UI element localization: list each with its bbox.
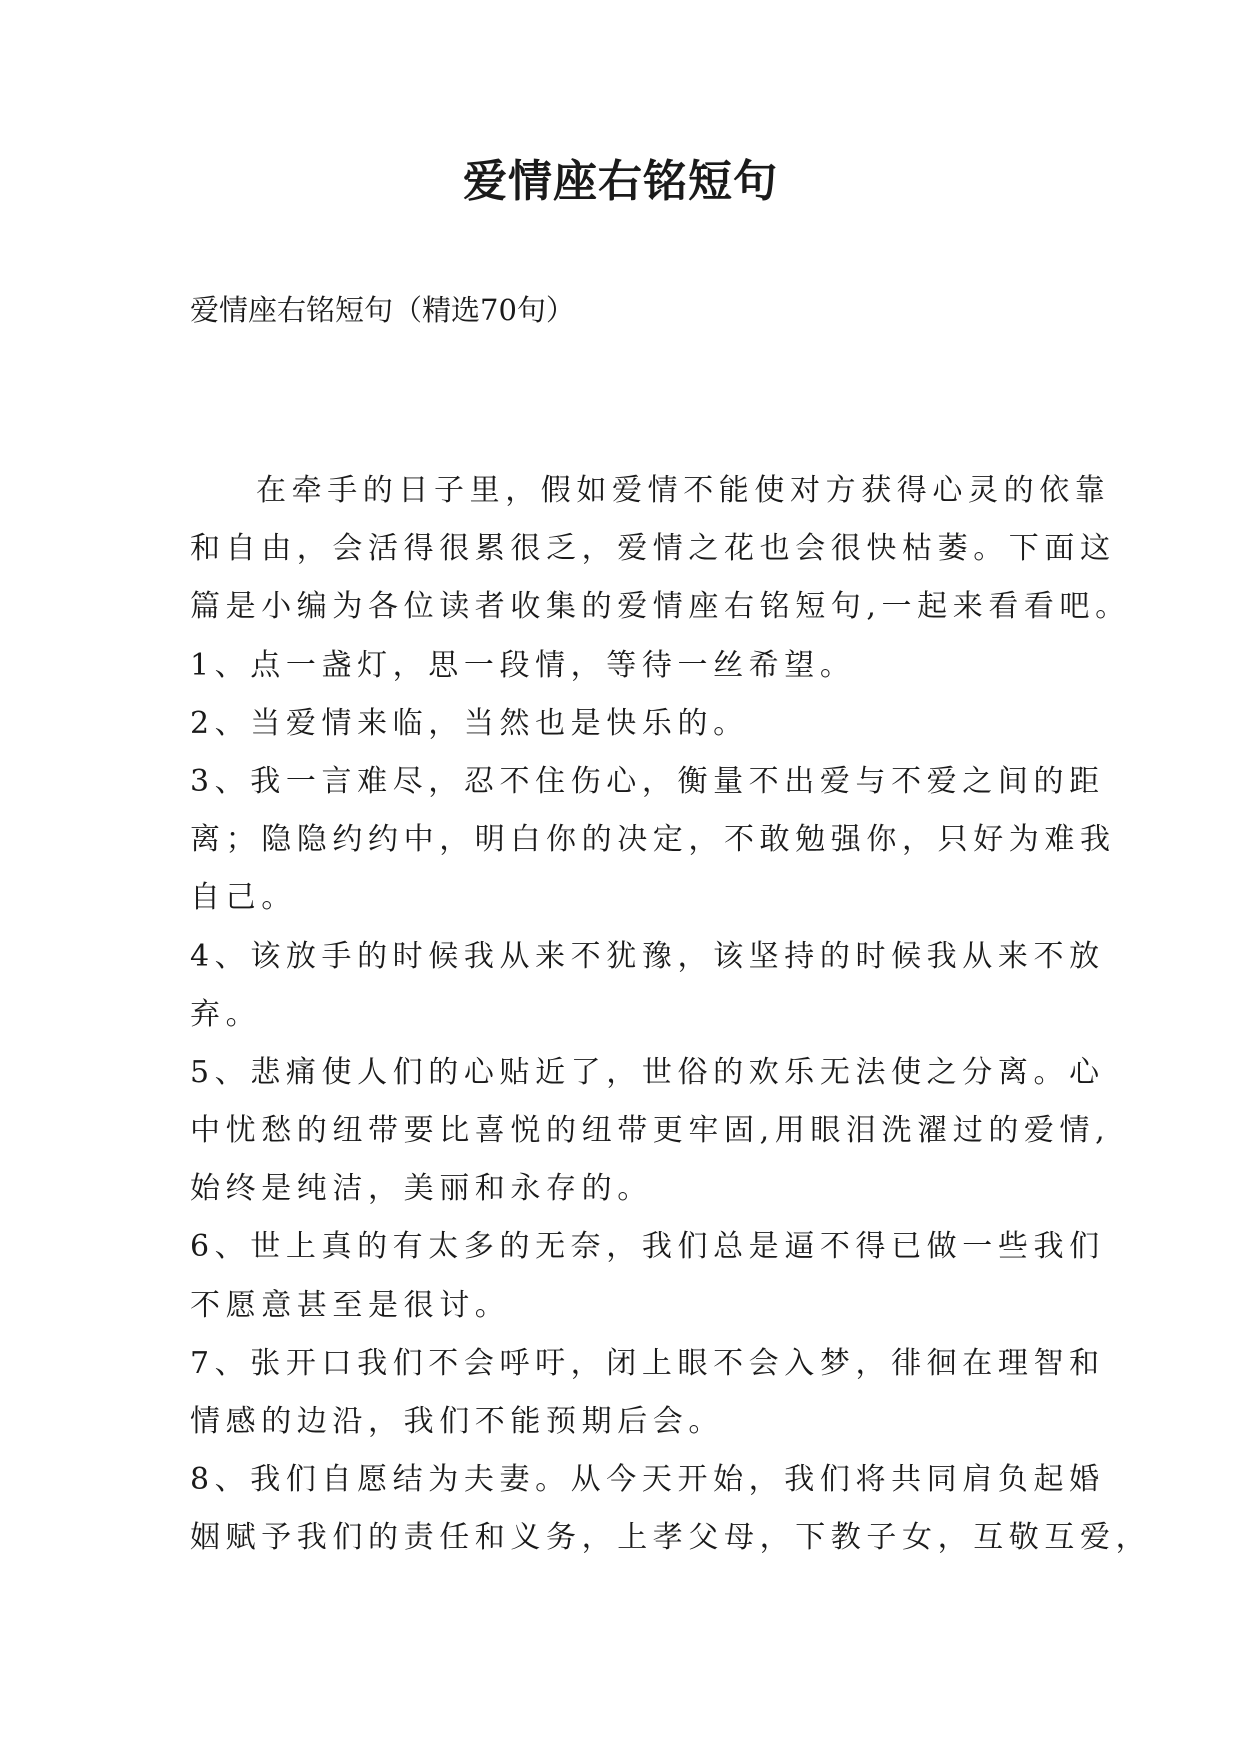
intro-line: 在牵手的日子里，假如爱情不能使对方获得心灵的依靠 [256,473,1111,508]
document-body [190,462,1152,1568]
quote-line: 始终是纯洁，美丽和永存的。 [190,1171,653,1207]
quote-line: 4、该放手的时候我从来不犹豫，该坚持的时候我从来不放 [190,938,1105,974]
document-title: 爱情座右铭短句 [463,156,778,207]
quote-line: 弃。 [190,996,262,1032]
quote-line: 中忧愁的纽带要比喜悦的纽带更牢固,用眼泪洗濯过的爱情, [190,1113,1111,1149]
document-subtitle: 爱情座右铭短句（精选70句） [190,293,575,327]
quote-line: 7、张开口我们不会呼吁，闭上眼不会入梦，徘徊在理智和 [190,1345,1105,1381]
quote-line: 6、世上真的有太多的无奈，我们总是逼不得已做一些我们 [190,1229,1105,1265]
quote-line: 情感的边沿，我们不能预期后会。 [190,1404,724,1439]
intro-line: 篇是小编为各位读者收集的爱情座右铭短句,一起来看看吧。 [190,589,1131,625]
quote-line: 2、当爱情来临，当然也是快乐的。 [190,705,749,741]
quote-line: 离；隐隐约约中，明白你的决定，不敢勉强你，只好为难我 [190,822,1116,858]
quote-line: 1、点一盏灯，思一段情，等待一丝希望。 [190,647,856,683]
quote-line: 姻赋予我们的责任和义务，上孝父母，下教子女，互敬互爱， [190,1520,1152,1556]
quote-line: 8、我们自愿结为夫妻。从今天开始，我们将共同肩负起婚 [190,1462,1105,1498]
intro-line: 和自由，会活得很累很乏，爱情之花也会很快枯萎。下面这 [190,531,1116,567]
quote-line: 不愿意甚至是很讨。 [190,1287,511,1323]
quote-line: 自己。 [190,880,297,916]
quote-line: 3、我一言难尽，忍不住伤心，衡量不出爱与不爱之间的距 [190,763,1105,799]
quote-line: 5、悲痛使人们的心贴近了，世俗的欢乐无法使之分离。心 [190,1054,1105,1090]
